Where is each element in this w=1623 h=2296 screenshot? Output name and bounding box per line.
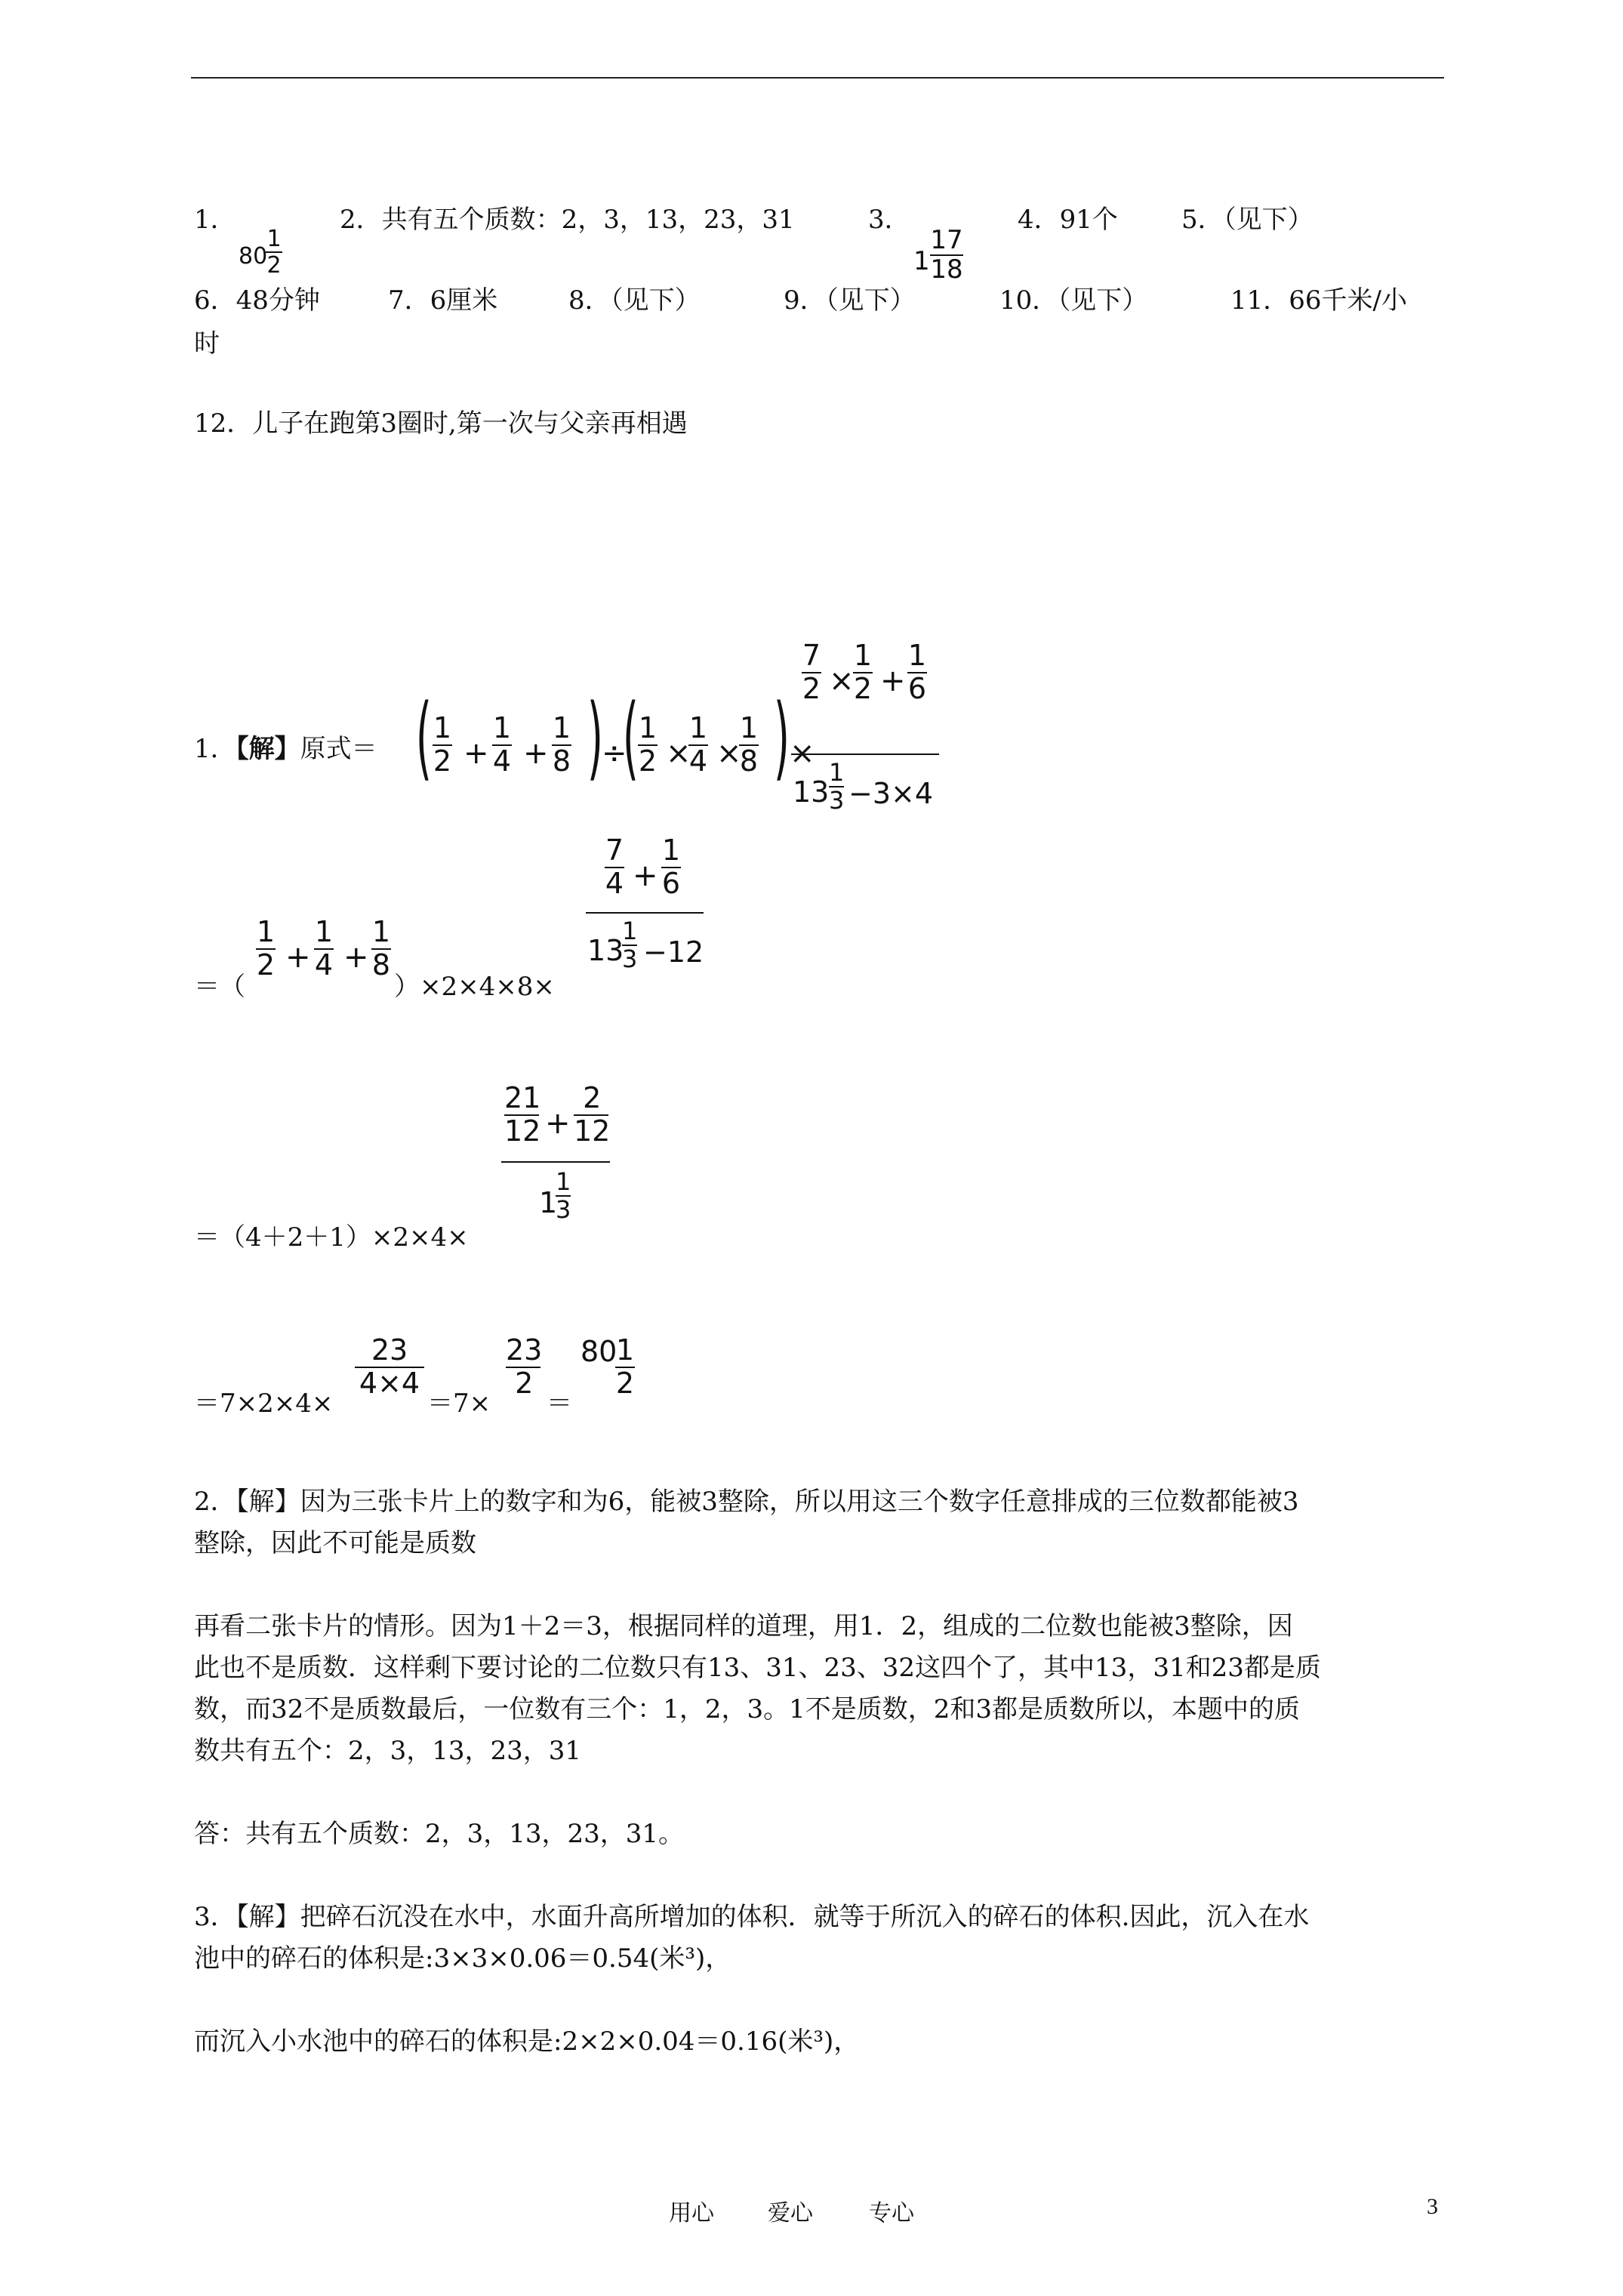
- minus-12: −12: [643, 935, 704, 969]
- plus-1: +: [463, 736, 489, 771]
- line4-mid1: ＝7×: [427, 1388, 491, 1419]
- times-3: ×: [790, 736, 815, 771]
- paren-close-2: ): [773, 686, 790, 791]
- divide-sign: ÷: [602, 736, 627, 771]
- line4-mid2: ＝: [547, 1388, 572, 1419]
- answer-3-fraction: [913, 225, 963, 285]
- paren-open-1: (: [415, 686, 432, 791]
- solution-3-line-2: 池中的碎石的体积是:3×3×0.06＝0.54(米³)，: [194, 1943, 731, 1974]
- answer-7: 7．6厘米: [388, 285, 498, 316]
- thirteen-2: 13: [587, 934, 624, 967]
- frac-eighth-1: 1 8: [552, 711, 571, 778]
- line4-prefix: ＝7×2×4×: [194, 1388, 334, 1419]
- solution-1-number: 1．: [194, 734, 236, 764]
- answer-3-den: 18: [930, 254, 963, 285]
- solution-2-line-2: 整除，因此不可能是质数: [194, 1528, 476, 1558]
- line2-prefix: ＝（: [194, 972, 245, 1002]
- answer-9: 9．（见下）: [784, 285, 916, 316]
- frac-23-2: 23 2: [506, 1333, 543, 1400]
- frac-sixth-2: 1 6: [661, 834, 681, 900]
- result-whole: 80: [581, 1335, 617, 1368]
- frac-sixth-1: 1 6: [907, 639, 927, 705]
- frac-seven-half-1: 7 2: [802, 639, 821, 705]
- plus-7: +: [545, 1106, 571, 1141]
- frac-eighth-3: 1 8: [371, 915, 391, 982]
- plus-2: +: [523, 736, 549, 771]
- answer-11: 11．66千米/小: [1230, 285, 1407, 316]
- frac-quarter-2: 1 4: [688, 711, 708, 778]
- header-rule: [191, 77, 1444, 79]
- solution-2-para2-line-2: 此也不是质数．这样剩下要讨论的二位数只有13、31、23、32这四个了，其中13，31和23都是质: [194, 1653, 1321, 1683]
- solution-2-para2-line-3: 数，而32不是质数最后，一位数有三个：1，2，3。1不是质数，2和3都是质数所以，本题中的质: [194, 1694, 1301, 1724]
- plus-3: +: [880, 664, 906, 698]
- main-bar-1: [791, 754, 939, 755]
- answer-1-whole: 80: [239, 243, 268, 270]
- solution-2-line-1: 2．【解】因为三张卡片上的数字和为6，能被3整除，所以用这三个数字任意排成的三位数都能被3: [194, 1487, 1299, 1517]
- frac-half-3: 1 2: [853, 639, 873, 705]
- answer-1-den: 2: [266, 252, 282, 279]
- footer-right: 专心: [869, 2200, 914, 2227]
- frac-third-2: 1 3: [622, 917, 638, 974]
- answer-8: 8．（见下）: [568, 285, 701, 316]
- answer-2: 2．共有五个质数：2，3，13，23，31: [340, 205, 795, 235]
- solution-3-line-3: 而沉入小水池中的碎石的体积是:2×2×0.04＝0.16(米³)，: [194, 2026, 860, 2057]
- frac-half-4: 1 2: [256, 915, 276, 982]
- answer-3-label: 3．: [868, 205, 910, 235]
- answer-4: 4．91个: [1018, 205, 1118, 235]
- page-number: 3: [1427, 2194, 1438, 2219]
- line2-suffix: ）×2×4×8×: [394, 972, 555, 1002]
- main-bar-2: [586, 912, 704, 914]
- main-bar-3: [501, 1161, 610, 1163]
- thirteen-1: 13: [793, 775, 830, 809]
- paren-close-1: ): [587, 686, 603, 791]
- solution-2-para2-line-4: 数共有五个：2，3，13，23，31: [194, 1736, 582, 1766]
- answer-3-whole: 1: [913, 246, 930, 276]
- solution-2-answer: 答：共有五个质数：2，3，13，23，31。: [194, 1819, 685, 1849]
- paren-open-2: (: [622, 686, 639, 791]
- solution-2-para2-line-1: 再看二张卡片的情形。因为1＋2＝3，根据同样的道理，用1．2，组成的二位数也能被3整除，因: [194, 1611, 1293, 1641]
- answer-11-cont: 时: [194, 328, 220, 359]
- answer-1-fraction: [239, 226, 282, 279]
- answer-6: 6．48分钟: [194, 285, 320, 316]
- times-1: ×: [666, 736, 691, 771]
- times-4: ×: [829, 664, 855, 698]
- answer-12: 12．儿子在跑第3圈时,第一次与父亲再相遇: [194, 408, 688, 439]
- result-fraction: 80 1 2: [581, 1333, 635, 1400]
- solution-1-text: 原式＝: [300, 734, 377, 764]
- frac-third-1: 1 3: [829, 758, 845, 815]
- plus-5: +: [343, 940, 369, 975]
- plus-6: +: [633, 858, 658, 893]
- solution-3-line-1: 3．【解】把碎石沉没在水中，水面升高所增加的体积．就等于所沉入的碎石的体积.因此，沉入在水: [194, 1902, 1310, 1932]
- solution-1-label: [194, 736, 377, 762]
- frac-half-2: 1 2: [638, 711, 658, 778]
- answer-1-label: 1．: [194, 205, 236, 235]
- answer-3-num: 17: [930, 225, 963, 255]
- one-whole: 1: [539, 1186, 558, 1219]
- answer-1-num: 1: [266, 226, 282, 252]
- answer-5: 5．（见下）: [1181, 205, 1313, 235]
- footer-left: 用心: [669, 2200, 714, 2227]
- frac-quarter-1: 1 4: [492, 711, 512, 778]
- line3-prefix: ＝（4＋2＋1）×2×4×: [194, 1222, 469, 1253]
- solution-1-tag: 【解】: [236, 734, 300, 764]
- frac-eighth-2: 1 8: [739, 711, 759, 778]
- minus-3x4: −3×4: [848, 777, 934, 810]
- frac-2-12: 2 12: [574, 1081, 611, 1148]
- frac-half-1: 1 2: [433, 711, 452, 778]
- times-2: ×: [716, 736, 742, 771]
- frac-third-3: 1 3: [556, 1167, 571, 1225]
- answer-10: 10．（见下）: [999, 285, 1148, 316]
- frac-seven-quarter: 7 4: [605, 834, 624, 900]
- frac-23-4x4: 23 4×4: [355, 1335, 424, 1400]
- plus-4: +: [285, 940, 311, 975]
- frac-21-12: 21 12: [504, 1081, 541, 1148]
- frac-quarter-3: 1 4: [314, 915, 334, 982]
- footer-middle: 爱心: [768, 2200, 813, 2227]
